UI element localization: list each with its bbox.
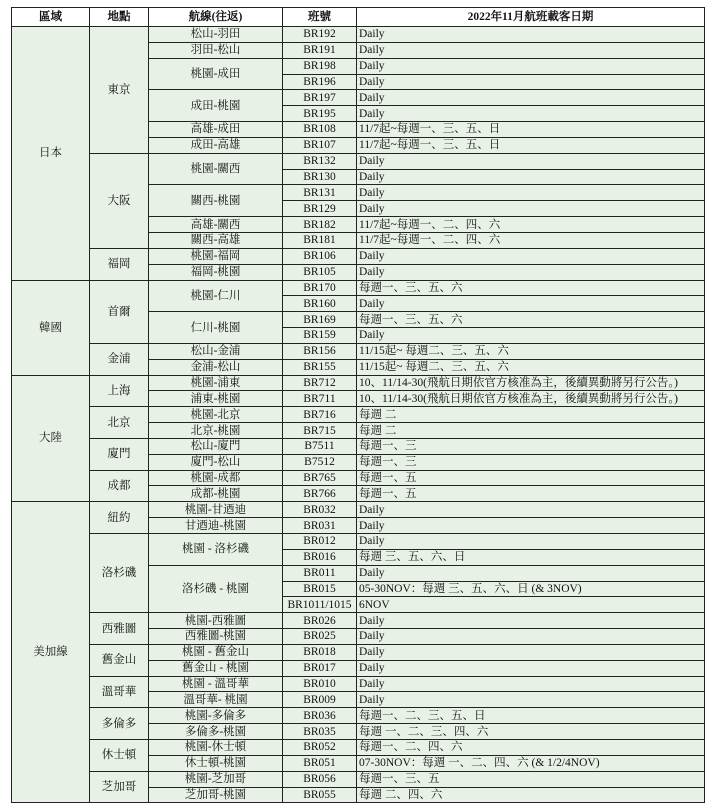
flight-number-cell: BR105 xyxy=(283,264,357,280)
operating-days-cell: Daily xyxy=(357,74,705,90)
route-cell: 桃園 - 溫哥華 xyxy=(149,676,283,692)
flight-number-cell: BR012 xyxy=(283,534,357,550)
table-row xyxy=(12,153,705,169)
schedule-body xyxy=(12,27,705,803)
route-cell: 洛杉磯 - 桃園 xyxy=(149,565,283,613)
operating-days-cell: Daily xyxy=(357,27,705,43)
operating-days-cell: 11/7起~每週一、二、四、六 xyxy=(357,232,705,248)
flight-number-cell: BR106 xyxy=(283,248,357,264)
city-cell: 溫哥華 xyxy=(90,676,149,708)
route-cell: 桃園-成田 xyxy=(149,58,283,90)
city-cell: 紐約 xyxy=(90,502,149,534)
route-cell: 松山-廈門 xyxy=(149,438,283,454)
region-cell: 日本 xyxy=(12,27,90,281)
flight-number-cell: BR191 xyxy=(283,42,357,58)
operating-days-cell: 每週一、二、四、六 xyxy=(357,739,705,755)
operating-days-cell: Daily xyxy=(357,613,705,629)
flight-number-cell: BR132 xyxy=(283,153,357,169)
route-cell: 廈門-松山 xyxy=(149,454,283,470)
header-route: 航線(往返) xyxy=(149,8,283,27)
route-cell: 松山-金浦 xyxy=(149,343,283,359)
operating-days-cell: 10、11/14-30(飛航日期依官方核准為主，後續異動將另行公告。) xyxy=(357,375,705,391)
flight-number-cell: BR169 xyxy=(283,312,357,328)
header-dates: 2022年11月航班載客日期 xyxy=(357,8,705,27)
flight-number-cell: BR159 xyxy=(283,328,357,344)
operating-days-cell: Daily xyxy=(357,264,705,280)
route-cell: 桃園-北京 xyxy=(149,407,283,423)
city-cell: 芝加哥 xyxy=(90,771,149,803)
flight-schedule-table xyxy=(11,7,705,803)
route-cell: 桃園-浦東 xyxy=(149,375,283,391)
operating-days-cell: 每週一、三、五 xyxy=(357,771,705,787)
route-cell: 西雅圖-桃園 xyxy=(149,629,283,645)
route-cell: 福岡-桃園 xyxy=(149,264,283,280)
route-cell: 桃園-成都 xyxy=(149,470,283,486)
flight-number-cell: BR107 xyxy=(283,137,357,153)
operating-days-cell: Daily xyxy=(357,629,705,645)
route-cell: 仁川-桃園 xyxy=(149,312,283,344)
operating-days-cell: 10、11/14-30(飛航日期依官方核准為主，後續異動將另行公告。) xyxy=(357,391,705,407)
table-row xyxy=(12,27,705,43)
header-row xyxy=(12,8,705,27)
operating-days-cell: 11/15起~ 每週二、三、五、六 xyxy=(357,359,705,375)
flight-number-cell: BR026 xyxy=(283,613,357,629)
table-row xyxy=(12,739,705,755)
flight-number-cell: BR016 xyxy=(283,549,357,565)
operating-days-cell: 每週一、三 xyxy=(357,454,705,470)
region-cell: 大陸 xyxy=(12,375,90,502)
flight-number-cell: BR055 xyxy=(283,787,357,803)
city-cell: 上海 xyxy=(90,375,149,407)
table-row xyxy=(12,613,705,629)
flight-number-cell: BR129 xyxy=(283,201,357,217)
city-cell: 福岡 xyxy=(90,248,149,280)
route-cell: 桃園-多倫多 xyxy=(149,708,283,724)
operating-days-cell: Daily xyxy=(357,644,705,660)
flight-number-cell: BR018 xyxy=(283,644,357,660)
flight-number-cell: BR196 xyxy=(283,74,357,90)
route-cell: 金浦-松山 xyxy=(149,359,283,375)
operating-days-cell: 每週一、二、三、五、日 xyxy=(357,708,705,724)
operating-days-cell: Daily xyxy=(357,169,705,185)
table-row xyxy=(12,438,705,454)
operating-days-cell: Daily xyxy=(357,106,705,122)
flight-number-cell: BR025 xyxy=(283,629,357,645)
operating-days-cell: 11/7起~每週一、三、五、日 xyxy=(357,137,705,153)
header-flight: 班號 xyxy=(283,8,357,27)
table-row xyxy=(12,534,705,550)
city-cell: 大阪 xyxy=(90,153,149,248)
route-cell: 成田-高雄 xyxy=(149,137,283,153)
region-cell: 美加線 xyxy=(12,502,90,803)
route-cell: 休士頓-桃園 xyxy=(149,755,283,771)
flight-number-cell: BR156 xyxy=(283,343,357,359)
region-cell: 韓國 xyxy=(12,280,90,375)
operating-days-cell: 07-30NOV：每週 一、二、四、六 (& 1/2/4NOV) xyxy=(357,755,705,771)
city-cell: 舊金山 xyxy=(90,644,149,676)
city-cell: 多倫多 xyxy=(90,708,149,740)
operating-days-cell: Daily xyxy=(357,660,705,676)
city-cell: 廈門 xyxy=(90,438,149,470)
route-cell: 桃園-仁川 xyxy=(149,280,283,312)
route-cell: 舊金山 - 桃園 xyxy=(149,660,283,676)
route-cell: 高雄-關西 xyxy=(149,217,283,233)
route-cell: 關西-高雄 xyxy=(149,232,283,248)
operating-days-cell: 05-30NOV：每週 三、五、六、日 (& 3NOV) xyxy=(357,581,705,597)
operating-days-cell: 每週 三、五、六、日 xyxy=(357,549,705,565)
flight-number-cell: BR195 xyxy=(283,106,357,122)
route-cell: 成田-桃園 xyxy=(149,90,283,122)
flight-number-cell: BR056 xyxy=(283,771,357,787)
flight-number-cell: BR1011/1015 xyxy=(283,597,357,613)
operating-days-cell: 6NOV xyxy=(357,597,705,613)
operating-days-cell: Daily xyxy=(357,534,705,550)
flight-number-cell: BR108 xyxy=(283,122,357,138)
route-cell: 成都-桃園 xyxy=(149,486,283,502)
route-cell: 北京-桃園 xyxy=(149,423,283,439)
route-cell: 桃園 - 舊金山 xyxy=(149,644,283,660)
operating-days-cell: Daily xyxy=(357,518,705,534)
flight-number-cell: BR032 xyxy=(283,502,357,518)
city-cell: 西雅圖 xyxy=(90,613,149,645)
operating-days-cell: 每週一、三、五、六 xyxy=(357,312,705,328)
route-cell: 桃園-西雅圖 xyxy=(149,613,283,629)
flight-number-cell: BR181 xyxy=(283,232,357,248)
route-cell: 溫哥華- 桃園 xyxy=(149,692,283,708)
city-cell: 成都 xyxy=(90,470,149,502)
city-cell: 休士頓 xyxy=(90,739,149,771)
header-region: 區域 xyxy=(12,8,90,27)
flight-number-cell: BR715 xyxy=(283,423,357,439)
operating-days-cell: Daily xyxy=(357,296,705,312)
flight-number-cell: BR766 xyxy=(283,486,357,502)
operating-days-cell: Daily xyxy=(357,676,705,692)
table-row xyxy=(12,248,705,264)
route-cell: 浦東-桃園 xyxy=(149,391,283,407)
operating-days-cell: 每週 二、四、六 xyxy=(357,787,705,803)
operating-days-cell: Daily xyxy=(357,565,705,581)
table-row xyxy=(12,280,705,296)
route-cell: 多倫多-桃園 xyxy=(149,724,283,740)
flight-number-cell: BR765 xyxy=(283,470,357,486)
flight-number-cell: BR131 xyxy=(283,185,357,201)
operating-days-cell: Daily xyxy=(357,185,705,201)
flight-number-cell: BR036 xyxy=(283,708,357,724)
operating-days-cell: Daily xyxy=(357,153,705,169)
operating-days-cell: Daily xyxy=(357,502,705,518)
operating-days-cell: Daily xyxy=(357,692,705,708)
flight-number-cell: BR035 xyxy=(283,724,357,740)
city-cell: 金浦 xyxy=(90,343,149,375)
city-cell: 東京 xyxy=(90,27,149,154)
route-cell: 桃園-福岡 xyxy=(149,248,283,264)
flight-number-cell: BR182 xyxy=(283,217,357,233)
table-row xyxy=(12,343,705,359)
flight-number-cell: BR015 xyxy=(283,581,357,597)
route-cell: 松山-羽田 xyxy=(149,27,283,43)
table-row xyxy=(12,676,705,692)
route-cell: 桃園 - 洛杉磯 xyxy=(149,534,283,566)
route-cell: 高雄-成田 xyxy=(149,122,283,138)
table-row xyxy=(12,375,705,391)
route-cell: 桃園-甘迺迪 xyxy=(149,502,283,518)
flight-number-cell: BR017 xyxy=(283,660,357,676)
flight-number-cell: BR155 xyxy=(283,359,357,375)
route-cell: 桃園-關西 xyxy=(149,153,283,185)
table-row xyxy=(12,644,705,660)
flight-number-cell: BR716 xyxy=(283,407,357,423)
flight-number-cell: BR010 xyxy=(283,676,357,692)
flight-number-cell: BR170 xyxy=(283,280,357,296)
header-city: 地點 xyxy=(90,8,149,27)
operating-days-cell: 每週一、三、五、六 xyxy=(357,280,705,296)
route-cell: 甘迺迪-桃園 xyxy=(149,518,283,534)
flight-number-cell: BR197 xyxy=(283,90,357,106)
flight-number-cell: BR192 xyxy=(283,27,357,43)
operating-days-cell: Daily xyxy=(357,42,705,58)
flight-number-cell: BR711 xyxy=(283,391,357,407)
flight-number-cell: BR130 xyxy=(283,169,357,185)
flight-number-cell: BR712 xyxy=(283,375,357,391)
route-cell: 關西-桃園 xyxy=(149,185,283,217)
operating-days-cell: 每週 二 xyxy=(357,423,705,439)
flight-number-cell: BR031 xyxy=(283,518,357,534)
operating-days-cell: Daily xyxy=(357,248,705,264)
route-cell: 桃園-芝加哥 xyxy=(149,771,283,787)
operating-days-cell: 每週一、五 xyxy=(357,486,705,502)
schedule-container xyxy=(11,7,705,803)
flight-number-cell: BR051 xyxy=(283,755,357,771)
table-row xyxy=(12,708,705,724)
flight-number-cell: BR009 xyxy=(283,692,357,708)
flight-number-cell: B7512 xyxy=(283,454,357,470)
flight-number-cell: BR052 xyxy=(283,739,357,755)
operating-days-cell: 每週 一、二、三、四、六 xyxy=(357,724,705,740)
city-cell: 首爾 xyxy=(90,280,149,343)
table-row xyxy=(12,502,705,518)
route-cell: 羽田-松山 xyxy=(149,42,283,58)
flight-number-cell: B7511 xyxy=(283,438,357,454)
operating-days-cell: 每週一、五 xyxy=(357,470,705,486)
flight-number-cell: BR011 xyxy=(283,565,357,581)
operating-days-cell: Daily xyxy=(357,328,705,344)
route-cell: 桃園-休士頓 xyxy=(149,739,283,755)
route-cell: 芝加哥-桃園 xyxy=(149,787,283,803)
flight-number-cell: BR160 xyxy=(283,296,357,312)
operating-days-cell: 11/7起~每週一、三、五、日 xyxy=(357,122,705,138)
operating-days-cell: 11/15起~ 每週二、三、五、六 xyxy=(357,343,705,359)
city-cell: 洛杉磯 xyxy=(90,534,149,613)
table-row xyxy=(12,470,705,486)
city-cell: 北京 xyxy=(90,407,149,439)
operating-days-cell: Daily xyxy=(357,90,705,106)
operating-days-cell: 11/7起~每週一、二、四、六 xyxy=(357,217,705,233)
operating-days-cell: 每週 二 xyxy=(357,407,705,423)
table-row xyxy=(12,407,705,423)
flight-number-cell: BR198 xyxy=(283,58,357,74)
operating-days-cell: Daily xyxy=(357,201,705,217)
operating-days-cell: Daily xyxy=(357,58,705,74)
table-row xyxy=(12,771,705,787)
operating-days-cell: 每週一、三 xyxy=(357,438,705,454)
